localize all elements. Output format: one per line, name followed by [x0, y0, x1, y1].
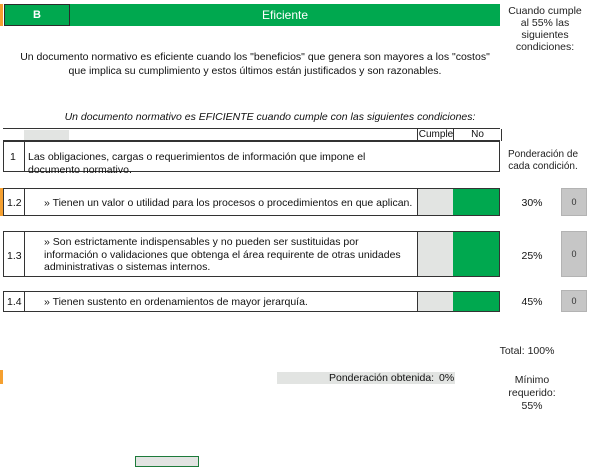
cumple-cell[interactable] — [417, 189, 453, 215]
row-button[interactable]: 0 — [561, 231, 587, 277]
cumple-cell[interactable] — [417, 232, 453, 276]
no-cumple-cell[interactable] — [453, 232, 499, 276]
left-accent — [0, 4, 3, 26]
column-no-cumple: No — [453, 129, 502, 141]
row-text: » Tienen sustento en ordenamientos de mayor jerarquía. — [44, 296, 308, 308]
section-letter: B — [4, 4, 70, 26]
weight-note: Ponderación de cada condición. — [507, 149, 579, 172]
cumple-cell[interactable] — [417, 292, 453, 311]
row-number: 1.4 — [7, 296, 22, 308]
column-cumple: Cumple — [418, 129, 454, 140]
row-weight: 25% — [521, 250, 543, 262]
threshold-note: Cuando cumple al 55% las siguientes condiciones: — [508, 5, 582, 53]
divider — [24, 291, 25, 312]
section-title: Eficiente — [70, 4, 500, 26]
divider — [24, 141, 25, 172]
row-button[interactable]: 0 — [561, 290, 587, 312]
row-number: 1.2 — [7, 197, 22, 209]
left-accent — [0, 370, 3, 384]
row-text: » Tienen un valor o utilidad para los procesos o procedimientos en que aplican. — [44, 197, 413, 209]
row-number: 1.3 — [7, 250, 22, 262]
conditions-subtitle: Un documento normativo es EFICIENTE cuando cumple con las siguientes condiciones: — [64, 111, 476, 123]
ponderacion-bar — [277, 372, 455, 384]
total-weight: Total: 100% — [499, 345, 555, 357]
no-cumple-cell[interactable] — [453, 189, 499, 215]
row-weight: 45% — [521, 296, 543, 308]
row-button[interactable]: 0 — [561, 188, 587, 216]
ponderacion-label: Ponderación obtenida: — [329, 372, 435, 384]
row-weight: 30% — [521, 197, 543, 209]
main-condition-number: 1 — [10, 151, 16, 163]
header-gray-cell — [24, 130, 69, 140]
ponderacion-value: 0% — [439, 372, 455, 384]
row-text: » Son estrictamente indispensables y no pueden ser sustituidas por información o validaciones que obtenga el área requirente de otras unidades administrativas o sistemas internos. — [44, 236, 401, 273]
no-cumple-cell[interactable] — [453, 292, 499, 311]
intro-text: Un documento normativo es eficiente cuando los "beneficios" que genera son mayores a los "costos" que implica su cumplimiento y estos últimos están justificados y son razonables. — [20, 51, 490, 77]
main-condition-text: Las obligaciones, cargas o requerimientos de información que impone el documento normativo. — [28, 151, 366, 176]
divider — [24, 231, 25, 277]
minimum-required: Mínimo requerido: 55% — [508, 374, 556, 412]
bottom-cell[interactable] — [135, 456, 199, 467]
divider — [24, 188, 25, 216]
